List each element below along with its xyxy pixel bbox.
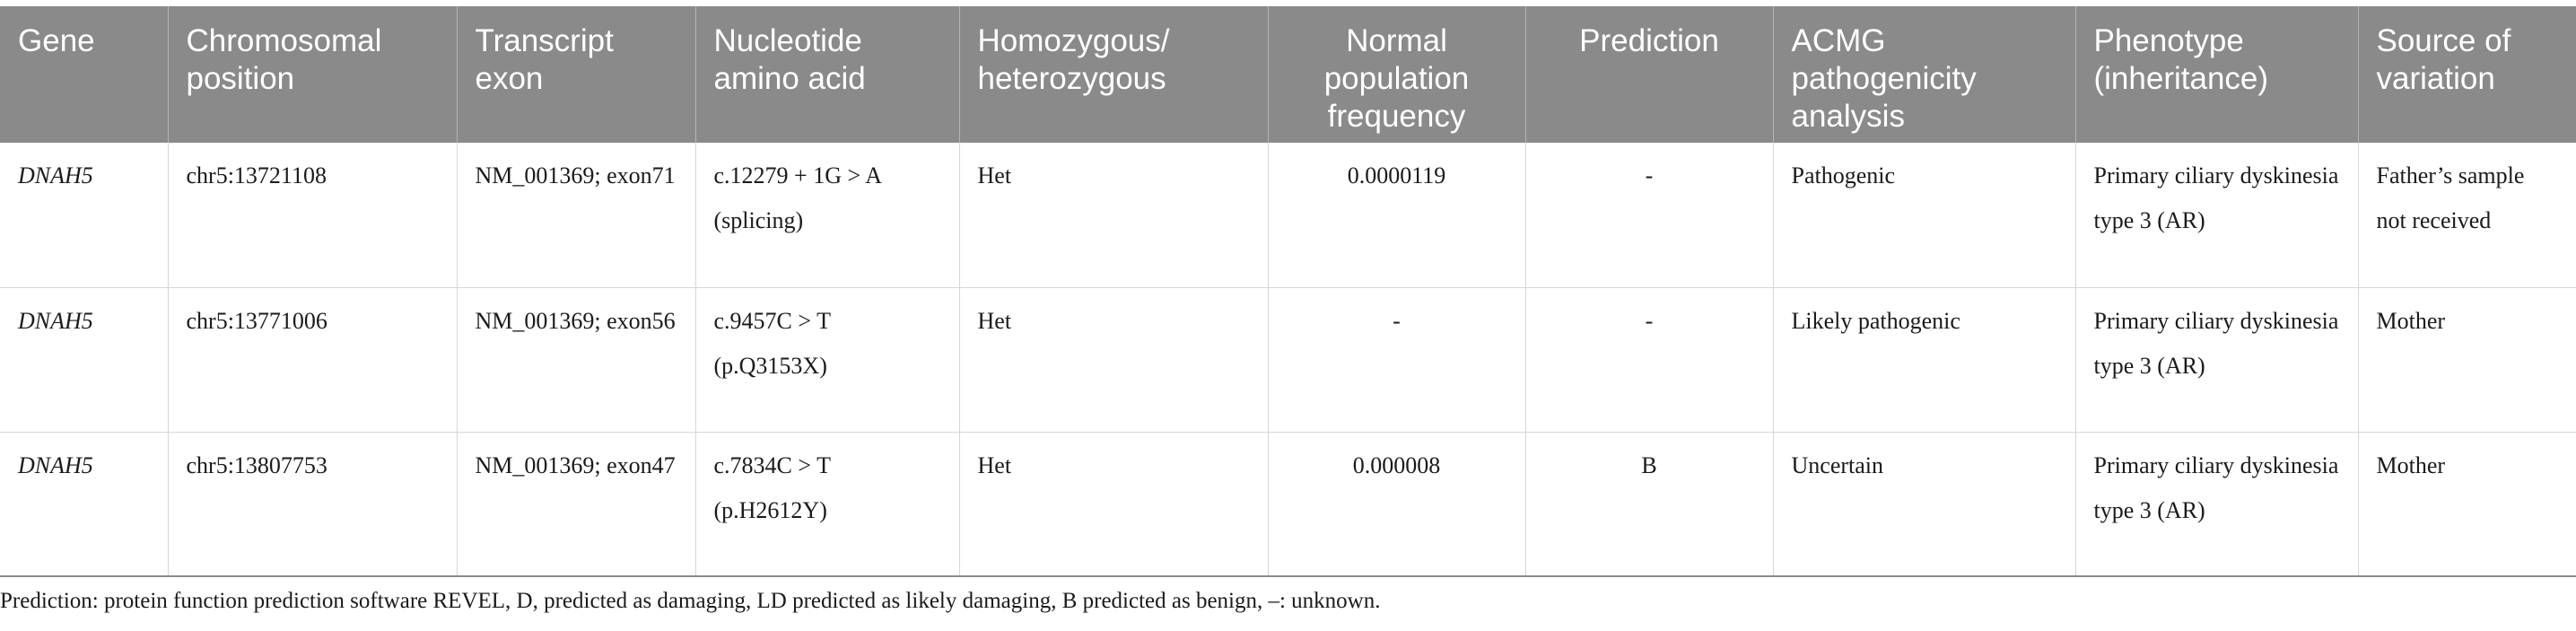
cell-zygosity: Het bbox=[959, 432, 1268, 576]
cell-prediction: - bbox=[1525, 287, 1773, 432]
cell-chromosomal-position: chr5:13807753 bbox=[168, 432, 457, 576]
cell-prediction: - bbox=[1525, 143, 1773, 287]
cell-nucleotide-amino-acid: c.7834C > T (p.H2612Y) bbox=[695, 432, 959, 576]
variant-table bbox=[0, 6, 2576, 577]
cell-zygosity: Het bbox=[959, 287, 1268, 432]
cell-nucleotide-amino-acid: c.9457C > T (p.Q3153X) bbox=[695, 287, 959, 432]
table-footnote: Prediction: protein function prediction software REVEL, D, predicted as damaging, LD predicted as likely damaging, B predicted as benign, –: unknown. bbox=[0, 589, 1381, 613]
cell-acmg: Pathogenic bbox=[1773, 143, 2075, 287]
cell-gene: DNAH5 bbox=[0, 287, 168, 432]
col-header-acmg: ACMG pathogenicity analysis bbox=[1773, 6, 2075, 143]
cell-chromosomal-position: chr5:13771006 bbox=[168, 287, 457, 432]
cell-acmg: Uncertain bbox=[1773, 432, 2075, 576]
cell-transcript-exon: NM_001369; exon56 bbox=[457, 287, 695, 432]
cell-population-frequency: 0.000008 bbox=[1268, 432, 1525, 576]
cell-source: Mother bbox=[2358, 432, 2576, 576]
col-header-prediction: Prediction bbox=[1525, 6, 1773, 143]
col-header-transcript-exon: Transcript exon bbox=[457, 6, 695, 143]
cell-population-frequency: 0.0000119 bbox=[1268, 143, 1525, 287]
cell-nucleotide-amino-acid: c.12279 + 1G > A (splicing) bbox=[695, 143, 959, 287]
col-header-chromosomal-position: Chromosomal position bbox=[168, 6, 457, 143]
table-row bbox=[0, 287, 2576, 432]
cell-gene: DNAH5 bbox=[0, 143, 168, 287]
col-header-nucleotide-amino-acid: Nucleotide amino acid bbox=[695, 6, 959, 143]
cell-source: Mother bbox=[2358, 287, 2576, 432]
cell-prediction: B bbox=[1525, 432, 1773, 576]
cell-source: Father’s sample not received bbox=[2358, 143, 2576, 287]
cell-population-frequency: - bbox=[1268, 287, 1525, 432]
cell-phenotype: Primary ciliary dyskinesia type 3 (AR) bbox=[2075, 143, 2358, 287]
table-header-row bbox=[0, 6, 2576, 143]
col-header-phenotype: Phenotype (inheritance) bbox=[2075, 6, 2358, 143]
col-header-population-frequency: Normal population frequency bbox=[1268, 6, 1525, 143]
cell-phenotype: Primary ciliary dyskinesia type 3 (AR) bbox=[2075, 432, 2358, 576]
cell-gene: DNAH5 bbox=[0, 432, 168, 576]
cell-transcript-exon: NM_001369; exon71 bbox=[457, 143, 695, 287]
col-header-zygosity: Homozygous/ heterozygous bbox=[959, 6, 1268, 143]
col-header-source: Source of variation bbox=[2358, 6, 2576, 143]
cell-chromosomal-position: chr5:13721108 bbox=[168, 143, 457, 287]
cell-transcript-exon: NM_001369; exon47 bbox=[457, 432, 695, 576]
cell-phenotype: Primary ciliary dyskinesia type 3 (AR) bbox=[2075, 287, 2358, 432]
col-header-gene: Gene bbox=[0, 6, 168, 143]
cell-zygosity: Het bbox=[959, 143, 1268, 287]
cell-acmg: Likely pathogenic bbox=[1773, 287, 2075, 432]
table-row bbox=[0, 143, 2576, 287]
table-row bbox=[0, 432, 2576, 576]
